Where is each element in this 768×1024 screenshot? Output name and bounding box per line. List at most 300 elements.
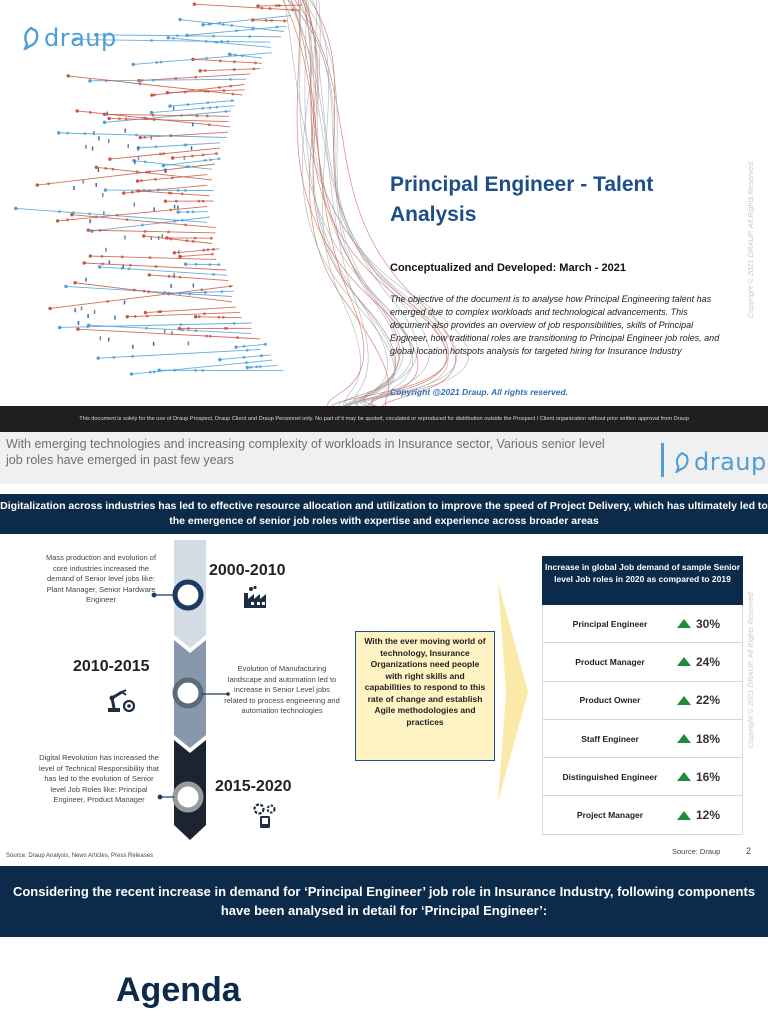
network-tick [108,139,110,143]
network-dot [109,158,112,161]
emergence-slide [0,432,768,866]
growth-value: 30% [696,616,721,631]
network-tick [151,236,153,240]
network-line [138,191,210,196]
role-name: Principal Engineer [572,618,648,629]
network-dot [134,315,137,318]
network-dot [225,110,228,113]
draup-logo-text: draup [44,24,117,52]
network-tick [177,206,179,210]
network-tick [191,146,193,150]
network-dot [202,249,205,252]
network-dot [252,27,255,30]
network-dot [174,77,177,80]
network-dot [236,336,239,339]
network-dot [98,265,101,268]
network-dot [171,176,174,179]
network-dot [205,40,208,43]
network-dot [234,345,237,348]
network-dot [149,256,152,259]
network-dot [184,262,187,265]
network-dot [143,136,146,139]
network-tick [98,136,100,140]
network-dot [232,93,235,96]
network-dot [75,109,78,112]
network-tick [132,345,134,349]
network-line [144,236,212,244]
network-dot [126,315,129,318]
network-dot [194,76,197,79]
network-dot [260,354,263,357]
wave-line [310,0,361,406]
network-dot [215,41,218,44]
network-dot [129,264,132,267]
network-dot [83,261,86,264]
network-dot [144,161,147,164]
draup-logo-text: draup [694,448,767,476]
network-dot [208,263,211,266]
vertical-copyright: Copyright © 2021 DRAUP. All Rights Reserved. [746,590,755,748]
network-dot [178,18,181,21]
network-dot [229,53,232,56]
network-line [68,76,242,95]
network-dot [181,329,184,332]
network-dot [58,210,61,213]
network-line [100,267,227,275]
source-note: Source: Draup Analysis, News Articles, Press Releases [6,853,154,859]
disclaimer-text: This document is solely for the use of Draup Prospect, Draup Client and Draup Personnel only. No part of it may be quoted, circulated or reproduced for distribution outside the Prospect / Client organization without prior written approval from Draup [79,416,689,422]
role-growth [677,617,720,631]
network-tick [153,207,155,211]
network-tick [78,321,80,325]
table-row [542,682,743,720]
up-arrow-icon [677,696,691,705]
chevron-arrow [498,582,528,802]
network-dot [222,23,225,26]
network-dot [278,4,281,7]
network-dot [169,238,172,241]
network-line [173,153,218,158]
network-dot [210,237,213,240]
network-dot [146,315,149,318]
draup-logo-icon [674,451,690,473]
network-dot [96,356,99,359]
network-dot [150,39,153,42]
network-dot [194,369,197,372]
network-dot [209,335,212,338]
network-dot [36,183,39,186]
network-dot [233,60,236,63]
network-tick [174,205,176,209]
role-name: Distinguished Engineer [562,771,658,782]
network-dot [142,234,145,237]
network-dot [147,290,150,293]
network-dot [160,61,163,64]
network-dot [76,327,79,330]
network-tick [82,179,84,183]
network-dot [283,19,286,22]
network-tick [164,168,166,172]
network-dot [168,275,171,278]
network-dot [152,114,155,117]
network-dot [47,182,50,185]
network-line [220,355,271,360]
network-tick [105,248,107,252]
network-dot [112,356,115,359]
network-dot [229,78,232,81]
network-dot [191,155,194,158]
network-dot [141,224,144,227]
wave-line [302,0,388,406]
network-dot [144,311,147,314]
network-dot [181,193,184,196]
network-dot [132,63,135,66]
network-dot [255,365,258,368]
network-dot [133,289,136,292]
network-tick [188,341,190,345]
network-dot [180,323,183,326]
network-line [180,254,212,257]
network-line [98,350,260,359]
network-tick [184,156,186,160]
network-dot [212,35,215,38]
network-tick [137,147,139,151]
network-dot [230,24,233,27]
network-tick [114,316,116,320]
network-dot [194,237,197,240]
network-tick [192,122,194,126]
network-dot [184,224,187,227]
network-dot [219,59,222,62]
network-line [58,206,207,221]
network-dot [104,188,107,191]
network-tick [151,136,153,140]
network-dot [104,167,107,170]
role-growth [677,808,720,822]
network-dot [215,152,218,155]
network-dot [209,158,212,161]
network-dot [207,248,210,251]
job-demand-table [542,556,743,835]
network-tick [94,310,96,314]
draup-logo [22,24,117,52]
network-tick [170,284,172,288]
network-dot [202,154,205,157]
network-dot [66,132,69,135]
network-line [90,256,216,259]
network-dot [173,251,176,254]
role-growth [677,770,720,784]
timeline-text-1: Mass production and evolution of core industries increased the demand of Senior level jobs like: Plant Manager, Senior Hardware Engineer [45,553,157,604]
network-dot [67,74,70,77]
document-title: Principal Engineer - Talent Analysis [390,173,654,226]
network-tick [134,202,136,206]
network-dot [169,209,172,212]
page-number: 2 [746,846,752,856]
network-tick [164,329,166,333]
network-dot [157,369,160,372]
slide-header [0,432,768,484]
network-dot [205,335,208,338]
network-dot [229,85,232,88]
network-dot [203,312,206,315]
network-dot [193,3,196,6]
network-line [88,230,215,233]
network-dot [179,255,182,258]
network-dot [162,152,165,155]
network-dot [89,111,92,114]
network-dot [218,86,221,89]
network-dot [126,218,129,221]
network-dot [118,117,121,120]
network-dot [89,254,92,257]
network-dot [204,159,207,162]
network-tick [85,145,87,149]
network-dot [14,207,17,210]
network-dot [152,79,155,82]
network-dot [218,316,221,319]
network-dot [270,19,273,22]
up-arrow-icon [677,619,691,628]
network-dot [264,343,267,346]
network-dot [87,324,90,327]
network-dot [139,136,142,139]
network-dot [225,327,228,330]
network-dot [195,263,198,266]
timeline-node-1 [175,582,201,608]
network-tick [106,112,108,116]
network-dot [171,156,174,159]
logo-divider [661,443,664,477]
network-dot [218,157,221,160]
network-tick [124,235,126,239]
network-dot [200,288,203,291]
network-dot [101,255,104,258]
network-line [78,329,260,339]
era-label-3: 2015-2020 [215,778,292,795]
network-tick [124,129,126,133]
network-dot [259,365,262,368]
network-dot [192,210,195,213]
network-dot [186,239,189,242]
network-line [138,143,220,148]
network-tick [103,211,105,215]
slide-header-text: With emerging technologies and increasing complexity of workloads in Insurance sector, Various senior level job roles have emerged in past few years [6,437,605,467]
factory-icon [243,585,271,609]
network-dot [140,179,143,182]
network-dot [269,7,272,10]
role-growth [677,732,720,746]
network-dot [95,215,98,218]
document-subtitle: Conceptualized and Developed: March - 2021 [390,262,626,274]
network-dot [248,35,251,38]
network-dot [130,372,133,375]
network-tick [87,314,89,318]
network-dot [233,68,236,71]
network-dot [101,263,104,266]
network-tick [92,147,94,151]
network-dot [205,57,208,60]
network-dot [106,300,109,303]
network-tick [100,336,102,340]
network-tick [93,131,95,135]
network-dot [155,265,158,268]
agile-callout: With the ever moving world of technology, Insurance Organizations need people with right skills and capabilities to respond to this rate of change and establish Agile methodologies and practices [355,631,495,761]
table-row [542,605,743,643]
network-dot [194,329,197,332]
network-dot [127,267,130,270]
agenda-title: Agenda [116,971,241,1009]
network-dot [143,290,146,293]
growth-value: 16% [696,769,721,784]
network-dot [194,315,197,318]
network-dot [222,316,225,319]
draup-logo [674,448,767,476]
network-dot [192,240,195,243]
copyright-note: Copyright @2021 Draup. All rights reserved. [390,387,569,397]
network-tick [109,260,111,264]
network-dot [88,212,91,215]
digital-gear-icon [251,802,279,830]
network-dot [48,307,51,310]
network-tick [95,183,97,187]
network-dot [212,273,215,276]
network-tick [81,306,83,310]
source-note-draup: Source: Draup [672,847,721,856]
network-dot [243,345,246,348]
network-dot [131,355,134,358]
network-dot [143,117,146,120]
up-arrow-icon [677,811,691,820]
network-dot [56,219,59,222]
network-dot [231,99,234,102]
growth-value: 22% [696,693,721,708]
agenda-slide [0,866,768,1024]
network-line [168,38,271,48]
network-dot [73,281,76,284]
network-dot [168,104,171,107]
network-dot [166,91,169,94]
network-dot [188,165,191,168]
network-dot [121,255,124,258]
network-dot [155,145,158,148]
document-objective: The objective of the document is to analyse how Principal Engineering talent has emerged due to complex workloads and technological advancements. This document also provides an overview of job responsibilities, skills of Principal Engineer, how traditional roles are transitioning to Principal Engineer job roles, and global location hotspots analysis for targeted hiring for Insurance Industry [390,294,720,356]
network-tick [173,106,175,110]
network-dot [88,79,91,82]
table-row [542,758,743,796]
network-tick [134,160,136,164]
network-tick [85,278,87,282]
network-dot [58,326,61,329]
network-dot [186,103,189,106]
draup-logo-icon [22,26,40,50]
network-dot [176,34,179,37]
network-dot [103,121,106,124]
network-line [193,59,262,63]
network-tick [138,156,140,160]
timeline-text-2: Evolution of Manufacturing landscape and automation led to increase in Senior Level jobs related to process engineering and automation technologies [224,664,340,715]
network-dot [107,117,110,120]
network-dot [136,189,139,192]
network-dot [177,189,180,192]
network-dot [170,192,173,195]
digitalization-banner: Digitalization across industries has led to effective resource allocation and utilization to improve the speed of Project Delivery, which has ultimately led to the emergence of senior job roles with expertise and experience across broader areas [0,494,768,534]
network-dot [164,199,167,202]
network-dot [159,153,162,156]
network-dot [175,200,178,203]
network-dot [211,253,214,256]
timeline-text-3: Digital Revolution has increased the level of Technical Responsibility that has led to the evolution of Senior level Job Roles like: Principal Engineer, Product Manager [39,753,159,804]
network-dot [155,61,158,64]
network-dot [191,58,194,61]
network-dot [246,366,249,369]
network-tick [74,308,76,312]
table-row [542,643,743,681]
network-dot [201,23,204,26]
network-dot [179,276,182,279]
network-tick [158,236,160,240]
role-name: Staff Engineer [581,733,639,744]
up-arrow-icon [677,734,691,743]
network-tick [178,250,180,254]
network-line [50,286,233,309]
network-dot [145,327,148,330]
role-name: Project Manager [576,810,644,821]
network-dot [64,285,67,288]
network-dot [167,36,170,39]
network-tick [193,283,195,287]
network-dot [153,370,156,373]
network-dot [252,67,255,70]
network-line [124,185,208,193]
network-dot [111,168,114,171]
network-tick [108,338,110,342]
network-tick [173,273,175,277]
job-demand-table-header: Increase in global Job demand of sample Senior level Job roles in 2020 as compared to 2019 [542,556,743,605]
network-dot [148,273,151,276]
network-dot [206,101,209,104]
network-dot [149,371,152,374]
role-growth [677,655,720,669]
network-tick [124,300,126,304]
network-dot [184,91,187,94]
up-arrow-icon [677,657,691,666]
network-dot [233,322,236,325]
components-banner: Considering the recent increase in demand for ‘Principal Engineer’ job role in Insurance Industry, following components have been analysed in detail for ‘Principal Engineer’: [0,866,768,937]
network-dot [229,285,232,288]
network-dot [70,213,73,216]
network-tick [162,234,164,238]
network-dot [196,114,199,117]
network-line [236,344,266,347]
up-arrow-icon [677,772,691,781]
network-dot [254,62,257,65]
network-dot [235,29,238,32]
network-dot [208,123,211,126]
network-dot [167,230,170,233]
era-label-2: 2010-2015 [73,658,150,675]
network-dot [275,26,278,29]
network-dot [291,8,294,11]
network-dot [131,191,134,194]
network-dot [178,211,181,214]
role-growth [677,693,720,707]
network-dot [187,327,190,330]
wave-line [298,0,403,406]
network-dot [204,291,207,294]
network-dot [257,5,260,8]
growth-value: 24% [696,654,721,669]
